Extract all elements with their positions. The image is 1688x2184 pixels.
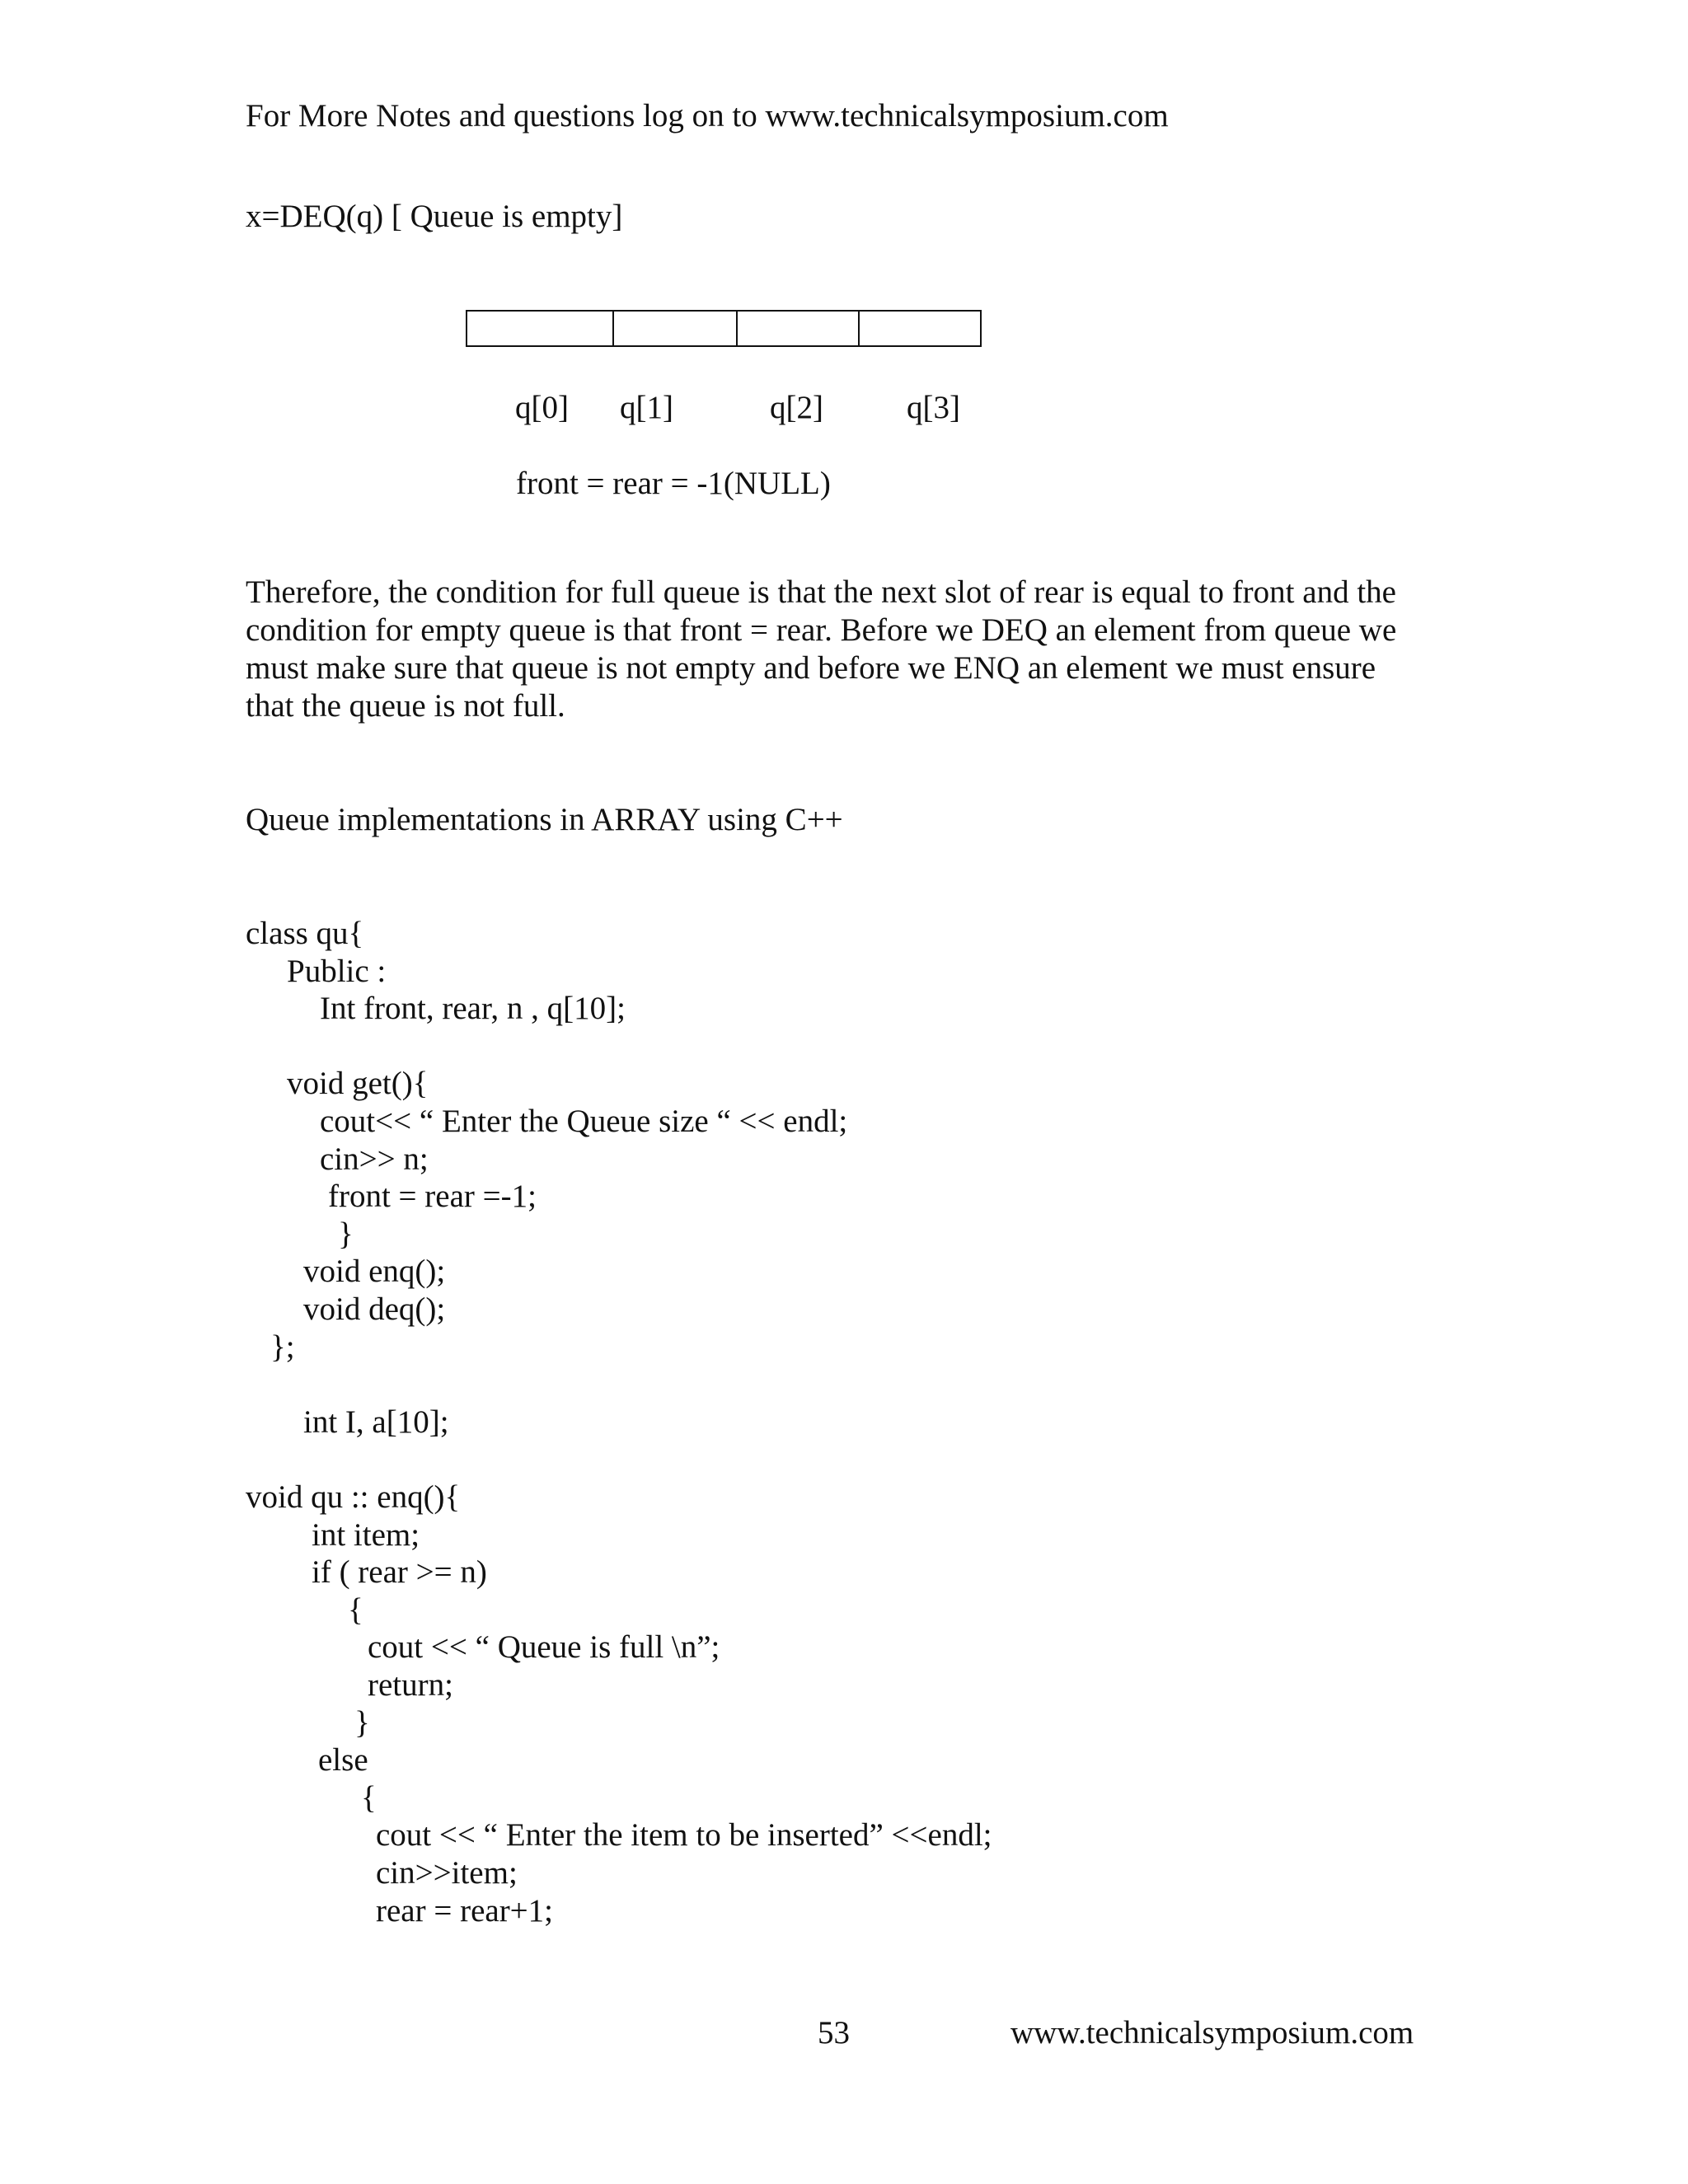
paragraph-line: must make sure that queue is not empty and before we ENQ an element we must ensure [246,650,1376,686]
queue-cell-3 [860,312,980,345]
code-line: { [361,1780,377,1816]
code-line: } [338,1216,354,1252]
code-line: Int front, rear, n , q[10]; [320,991,626,1026]
code-line: void deq(); [303,1291,446,1327]
code-line: cout << “ Enter the item to be inserted” <<endl; [376,1817,992,1853]
deq-label: x=DEQ(q) [ Queue is empty] [246,199,623,234]
footer-site: www.technicalsymposium.com [1010,2015,1414,2050]
code-line: Public : [287,954,387,989]
code-line: if ( rear >= n) [312,1554,487,1590]
code-line: int item; [312,1517,420,1553]
queue-label-2: q[2] [770,390,823,425]
section-title: Queue implementations in ARRAY using C++ [246,802,843,837]
queue-cell-0 [467,312,614,345]
page-number: 53 [818,2015,850,2050]
code-line: return; [368,1667,453,1703]
queue-cell-2 [738,312,860,345]
code-line: front = rear =-1; [328,1179,537,1214]
code-line: } [354,1705,370,1741]
code-line: else [318,1742,368,1778]
code-line: class qu{ [246,916,364,951]
code-line: void enq(); [303,1254,446,1289]
queue-cell-1 [614,312,738,345]
queue-status: front = rear = -1(NULL) [516,466,831,501]
queue-array-diagram [466,310,982,347]
paragraph-line: Therefore, the condition for full queue is that the next slot of rear is equal to front and the [246,574,1396,610]
queue-label-0: q[0] [515,390,569,425]
header-note: For More Notes and questions log on to www.technicalsymposium.com [246,98,1169,134]
code-line: }; [270,1329,295,1365]
code-line: cout<< “ Enter the Queue size “ << endl; [320,1104,848,1139]
code-line: cin>>item; [376,1855,518,1891]
code-line: int I, a[10]; [303,1404,449,1440]
code-line: rear = rear+1; [376,1893,554,1929]
code-line: cin>> n; [320,1141,429,1177]
queue-label-1: q[1] [620,390,673,425]
code-line: { [348,1592,363,1628]
paragraph-line: that the queue is not full. [246,688,565,724]
code-line: cout << “ Queue is full \n”; [368,1629,720,1665]
queue-label-3: q[3] [907,390,960,425]
paragraph-line: condition for empty queue is that front = rear. Before we DEQ an element from queue we [246,612,1397,648]
explanation-paragraph [246,574,1449,725]
code-line: void get(){ [287,1066,429,1101]
code-line: void qu :: enq(){ [246,1479,461,1515]
